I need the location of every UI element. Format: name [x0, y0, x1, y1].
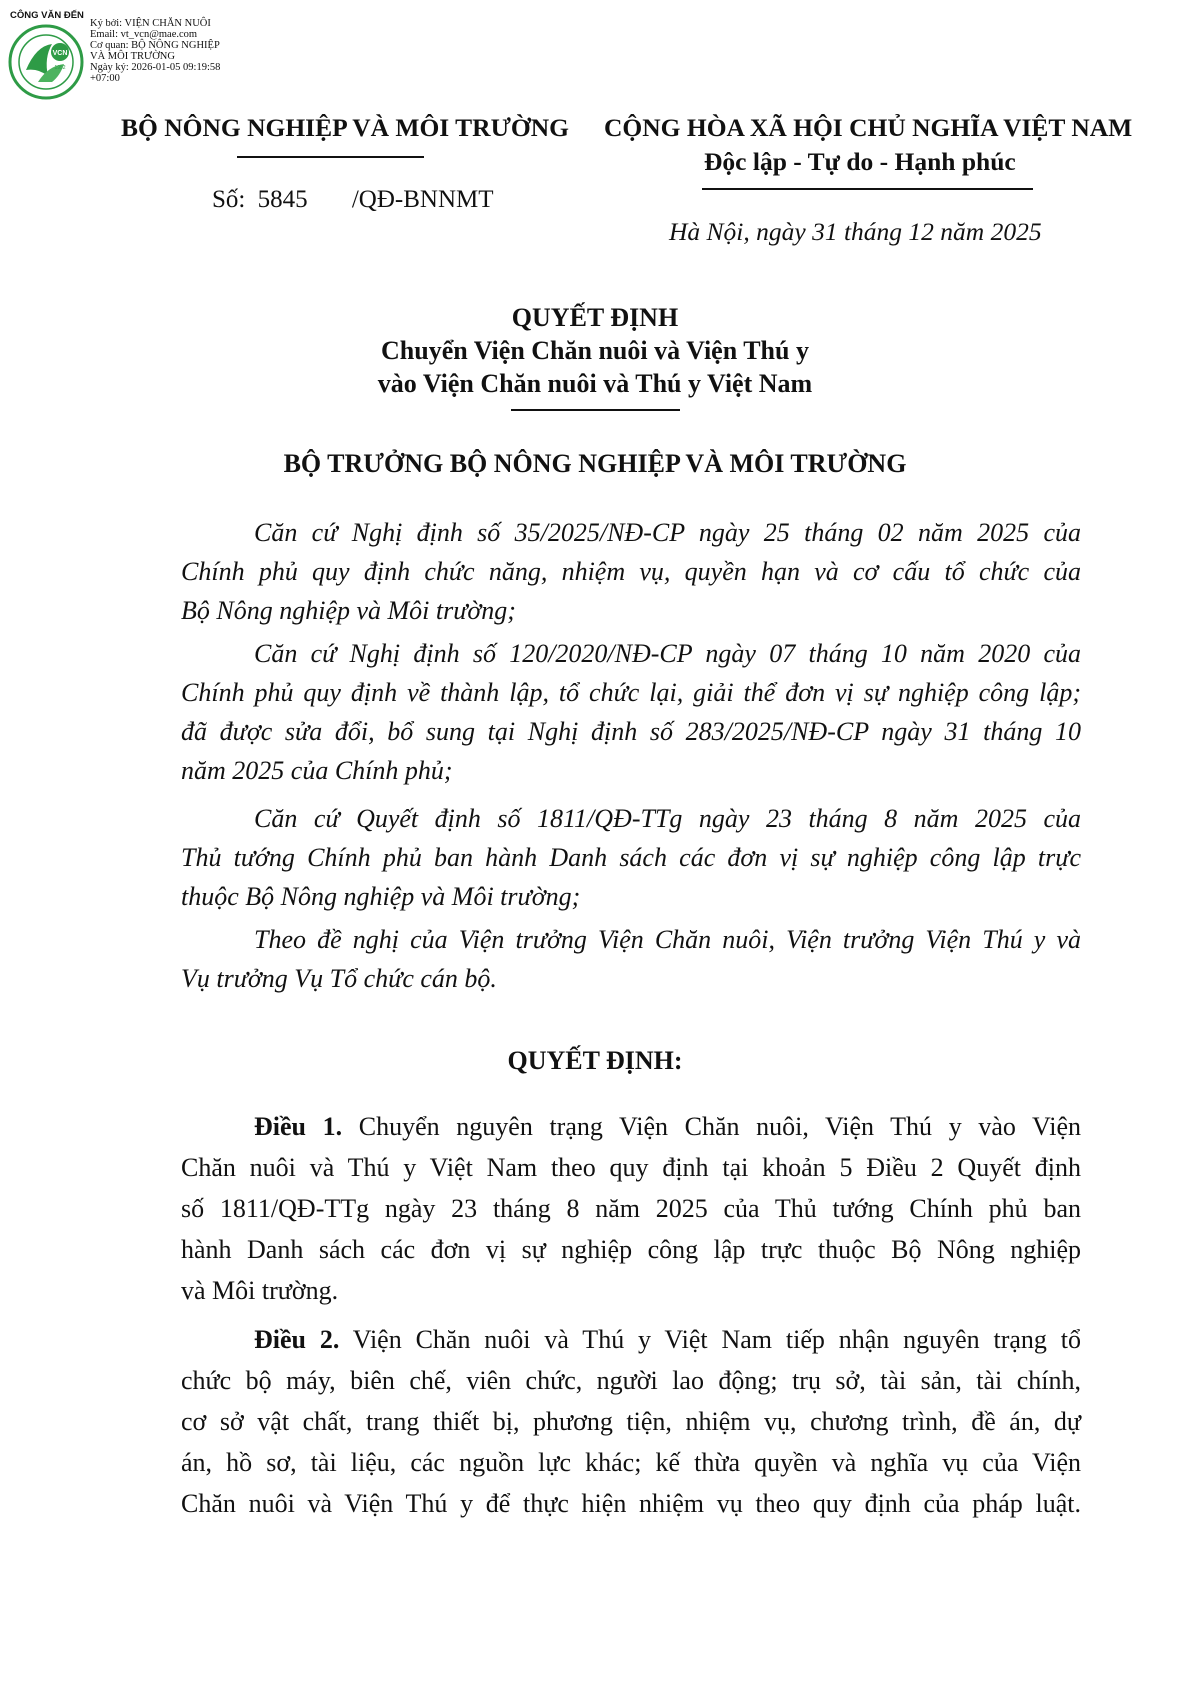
number-value: 5845	[257, 186, 308, 213]
number-label: Số:	[212, 186, 246, 213]
article-1	[181, 1106, 1081, 1311]
sign-date-2: +07:00	[90, 73, 120, 84]
article-line: Chăn nuôi và Viện Thú y để thực hiện nhiệm vụ theo quy định của pháp luật.	[181, 1489, 1081, 1518]
article-line: Chuyển nguyên trạng Viện Chăn nuôi, Viện Thú y vào Viện	[342, 1112, 1082, 1141]
article-line: và Môi trường.	[181, 1276, 339, 1305]
preamble-line: đã được sửa đổi, bổ sung tại Nghị định số 283/2025/NĐ-CP ngày 31 tháng 10	[181, 717, 1081, 746]
decide-heading: QUYẾT ĐỊNH:	[507, 1046, 683, 1075]
article-line: cơ sở vật chất, trang thiết bị, phương tiện, nhiệm vụ, chương trình, đề án, dự	[181, 1407, 1081, 1436]
signer-email: Email: vt_vcn@mae.com	[90, 29, 198, 40]
preamble-line: Căn cứ Quyết định số 1811/QĐ-TTg ngày 23 tháng 8 năm 2025 của	[254, 804, 1081, 833]
motto-underline	[702, 188, 1033, 190]
seal-text: VCN	[52, 50, 68, 57]
preamble-line: Vụ trưởng Vụ Tổ chức cán bộ.	[181, 964, 497, 993]
title-line-2: vào Viện Chăn nuôi và Thú y Việt Nam	[377, 369, 813, 398]
article-line: số 1811/QĐ-TTg ngày 23 tháng 8 năm 2025 của Thủ tướng Chính phủ ban	[181, 1194, 1081, 1223]
incoming-stamp-label: CÔNG VĂN ĐẾN	[10, 10, 84, 21]
preamble-line: năm 2025 của Chính phủ;	[181, 756, 453, 785]
motto: Độc lập - Tự do - Hạnh phúc	[704, 147, 1016, 176]
sign-date-1: Ngày ký: 2026-01-05 09:19:58	[90, 62, 221, 73]
number-suffix: /QĐ-BNNMT	[351, 186, 494, 213]
article-line: án, hồ sơ, tài liệu, các nguồn lực khác; kế thừa quyền và nghĩa vụ của Viện	[181, 1448, 1081, 1477]
article-line: chức bộ máy, biên chế, viên chức, người lao động; trụ sở, tài sản, tài chính,	[181, 1366, 1081, 1395]
ministry-name: BỘ NÔNG NGHIỆP VÀ MÔI TRƯỜNG	[121, 113, 569, 142]
signer: Ký bởi: VIỆN CHĂN NUÔI	[90, 18, 211, 29]
ministry-underline	[237, 156, 424, 158]
preamble-line: Căn cứ Nghị định số 120/2020/NĐ-CP ngày 07 tháng 10 năm 2020 của	[254, 639, 1081, 668]
preamble-2	[181, 634, 1081, 790]
title-underline	[511, 409, 680, 411]
signer-agency-1: Cơ quan: BỘ NÔNG NGHIỆP	[90, 40, 220, 51]
issuing-authority: BỘ TRƯỞNG BỘ NÔNG NGHIỆP VÀ MÔI TRƯỜNG	[283, 449, 907, 478]
digital-signature-info	[90, 18, 240, 84]
article-line: hành Danh sách các đơn vị sự nghiệp công lập trực thuộc Bộ Nông nghiệp	[181, 1235, 1081, 1264]
document-number	[212, 186, 494, 214]
preamble-4	[181, 920, 1081, 998]
preamble-line: Bộ Nông nghiệp và Môi trường;	[181, 596, 516, 625]
seal-year: 1952	[54, 65, 66, 71]
institute-seal-icon	[8, 24, 84, 100]
signer-agency-2: VÀ MÔI TRƯỜNG	[90, 51, 175, 62]
document-type-heading: QUYẾT ĐỊNH	[511, 303, 679, 332]
article-label: Điều 1.	[254, 1112, 343, 1141]
preamble-line: Theo đề nghị của Viện trưởng Viện Chăn nuôi, Viện trưởng Viện Thú y và	[254, 925, 1081, 954]
preamble-line: thuộc Bộ Nông nghiệp và Môi trường;	[181, 882, 581, 911]
preamble-line: Căn cứ Nghị định số 35/2025/NĐ-CP ngày 25 tháng 02 năm 2025 của	[254, 518, 1081, 547]
article-label: Điều 2.	[254, 1325, 340, 1354]
preamble-line: Chính phủ quy định chức năng, nhiệm vụ, quyền hạn và cơ cấu tổ chức của	[181, 557, 1081, 586]
preamble-line: Chính phủ quy định về thành lập, tổ chức lại, giải thể đơn vị sự nghiệp công lập;	[181, 678, 1081, 707]
preamble-3	[181, 799, 1081, 916]
article-2	[181, 1319, 1081, 1524]
place-date: Hà Nội, ngày 31 tháng 12 năm 2025	[669, 217, 1042, 246]
article-line: Viện Chăn nuôi và Thú y Việt Nam tiếp nhận nguyên trạng tổ	[339, 1325, 1081, 1354]
preamble-1	[181, 513, 1081, 630]
title-line-1: Chuyển Viện Chăn nuôi và Viện Thú y	[381, 336, 809, 365]
country-name: CỘNG HÒA XÃ HỘI CHỦ NGHĨA VIỆT NAM	[604, 113, 1133, 142]
preamble-line: Thủ tướng Chính phủ ban hành Danh sách các đơn vị sự nghiệp công lập trực	[181, 843, 1081, 872]
article-line: Chăn nuôi và Thú y Việt Nam theo quy định tại khoản 5 Điều 2 Quyết định	[181, 1153, 1081, 1182]
